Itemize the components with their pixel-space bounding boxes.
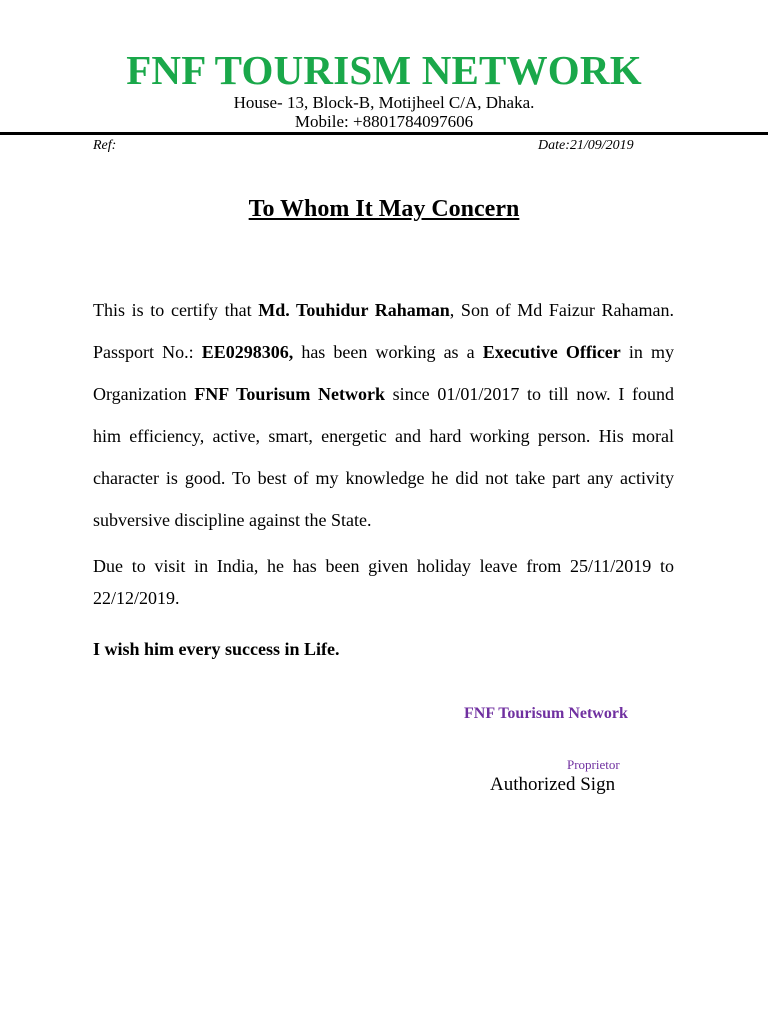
- signature-role: Proprietor: [567, 757, 620, 772]
- letter-title: To Whom It May Concern: [248, 196, 520, 222]
- header-divider: [0, 132, 768, 135]
- employee-position: Executive Officer: [482, 342, 621, 362]
- company-address: House- 13, Block-B, Motijheel C/A, Dhaka.: [233, 93, 535, 112]
- organization-name: FNF Tourisum Network: [194, 384, 385, 404]
- company-name: FNF TOURISM NETWORK: [126, 47, 642, 93]
- letter-date: Date:21/09/2019: [538, 138, 634, 153]
- passport-number: EE0298306,: [201, 342, 294, 362]
- para-text: in my Organization: [93, 342, 674, 404]
- certification-paragraph: [93, 289, 674, 541]
- company-mobile: Mobile: +8801784097606: [294, 112, 474, 131]
- para-text: This is to certify that: [93, 300, 259, 320]
- authorized-sign: Authorized Sign: [490, 774, 616, 795]
- para-text: , Son of Md Faizur Rahaman. Passport No.:: [93, 300, 674, 362]
- para-text: since 01/01/2017 to till now. I found him efficiency, active, smart, energetic and hard working person. His moral character is good. To best of my knowledge he did not take part any activity subversive discipline against the State.: [93, 384, 675, 530]
- para-text: has been working as a: [293, 342, 483, 362]
- employee-name: Md. Touhidur Rahaman: [258, 300, 450, 320]
- leave-paragraph: Due to visit in India, he has been given holiday leave from 25/11/2019 to 22/12/2019.: [93, 556, 674, 608]
- signature-company: FNF Tourisum Network: [464, 705, 628, 722]
- closing-wish: I wish him every success in Life.: [93, 639, 340, 659]
- reference-label: Ref:: [93, 138, 117, 153]
